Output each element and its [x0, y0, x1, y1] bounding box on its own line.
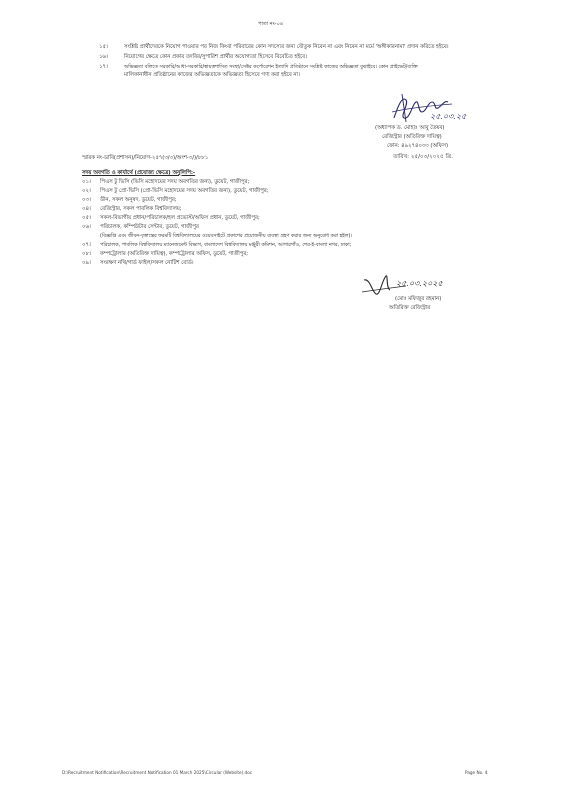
signatory-2-name: (মোঃ মফিজুর রহমান) — [395, 296, 442, 302]
item-15-number: ১৫। — [99, 44, 108, 50]
copy-09-text: সংরক্ষণ নথি/গার্ড ফাইল/সকল নোটিশ বোর্ড। — [100, 260, 194, 266]
copy-09-number: ০৯। — [82, 260, 91, 266]
copy-08-text: কম্পট্রোলার (অতিরিক্ত দায়িত্ব), কম্পট্রোলার অফিস, ডুয়েট, গাজীপুর; — [100, 251, 249, 257]
copy-04-number: ০৪। — [82, 206, 91, 212]
copy-02-number: ০২। — [82, 188, 91, 194]
copy-07-text: পরিচালক, পাবলিক বিশ্ববিদ্যালয় ম্যানেজমেন্ট বিভাগ, বাংলাদেশ বিশ্ববিদ্যালয় মঞ্জুরী কমিশন, আগারগাঁও, শের-ই-বাংলা নগর, ঢাকা; — [100, 242, 352, 248]
footer-file-path: D:\Recruitment Notification\Recruitment Notification 01 March 2025\Circular (Website).doc — [62, 770, 253, 775]
copy-04-text: রেজিস্ট্রার, সকল পাবলিক বিশ্ববিদ্যালয়; — [100, 206, 182, 212]
signature-1-date: ২৫.০৩.২৫ — [430, 112, 467, 121]
signatory-2-title: অতিরিক্ত রেজিস্ট্রার — [389, 305, 431, 311]
item-17-text-line1: অভিজ্ঞতা বলিতে সরকারি/আধা-সরকারি/স্বায়ত্তশাসিত সংস্থা/সেক্টর কর্পোরেশন ইত্যাদি প্রতিষ্ঠানে সংশ্লিষ্ট কাজের অভিজ্ঞতা বুঝাইবে। কোন প্রাইভেট/ব্যক্তি — [124, 64, 418, 70]
item-17-text-line2: মালিকানাধীন প্রতিষ্ঠানের কাজের অভিজ্ঞতাকে অভিজ্ঞতা হিসেবে গণ্য করা হইবে না। — [124, 72, 301, 78]
copy-03-number: ০৩। — [82, 197, 91, 203]
copy-07-number: ০৭। — [82, 242, 91, 248]
signatory-1-date: তারিখ: ২৫/০৩/২০২৫ খ্রি. — [393, 154, 454, 160]
memo-number: স্মারক নং-ডাবি(প্রশাসন)/নিয়োগ-২৫৭(৩/৩)/অংশ-৩/)/৮৮১ — [82, 155, 209, 161]
signature-2-date: ২৫.০৩.২০২৫ — [396, 279, 443, 288]
copy-05-number: ০৫। — [82, 215, 91, 221]
copy-02-text: পিএস টু প্রো-ভিসি (প্রো-ভিসি মহোদয়ের সদয় অবগতির জন্য), ডুয়েট, গাজীপুর; — [100, 188, 269, 194]
copy-heading: সদয় অবগতি ও কার্যার্থে (প্রযোজ্য ক্ষেত্রে) অনুলিপি:- — [82, 170, 196, 176]
copy-01-number: ০১। — [82, 179, 91, 185]
copy-05-text: সকল-বিভাগীয় প্রধান/পরিচালক/হল প্রভোস্ট/অফিস প্রধান, ডুয়েট, গাজীপুর; — [100, 215, 260, 221]
page-number-label: পাতা নং-০৪ — [258, 21, 284, 27]
signature-1 — [388, 88, 458, 128]
copy-03-text: ডীন, সকল অনুষদ, ডুয়েট, গাজীপুর; — [100, 197, 177, 203]
footer-page-number: Page No. 4 — [465, 770, 488, 775]
copy-08-number: ০৮। — [82, 251, 91, 257]
signatory-1-title: রেজিস্ট্রার (অতিরিক্ত দায়িত্ব) — [382, 134, 442, 140]
copy-06-number: ০৬। — [82, 224, 91, 230]
item-16-text: নিয়োগের ক্ষেত্রে কোন প্রকার তদবির/সুপারিশ প্রার্থীর অযোগ্যতা হিসেবে বিবেচিত হইবে। — [124, 54, 307, 60]
copy-06-text: পরিচালক, কম্পিউটার সেন্টার, ডুয়েট, গাজীপুর — [100, 224, 199, 230]
signatory-1-name: (অধ্যাপক ড. মোহাঃ আবু তৈয়ব) — [375, 125, 445, 131]
copy-06-note: (বিজ্ঞপ্তি এবং জীবন-বৃত্তান্তের ফরমটি বিশ্ববিদ্যালয়ের ওয়েবসাইটে প্রকাশের প্রয়োজনীয় ব্যবস্থা গ্রহণ করার জন্য অনুরোধ করা হইল)। — [100, 233, 353, 239]
item-17-number: ১৭। — [99, 64, 108, 70]
item-16-number: ১৬। — [99, 54, 108, 60]
copy-01-text: পিএস টু ভিসি (ভিসি মহোদয়ের সদয় অবগতির জন্য), ডুয়েট, গাজীপুর; — [100, 179, 250, 185]
signatory-1-phone: ফোন: ৪৯২৭৪০৩৩ (অফিস) — [387, 143, 449, 149]
item-15-text: সংশ্লিষ্ট প্রার্থীদেরকে নিয়োগ পাওয়ার পর নিজ কিংবা পরিবারের কোন সদস্যের জন্য যৌতুক নিবেন না এবং নিবেন না মর্মে 'অঙ্গীকারনামা' প্রদান করিতে হইবে। — [124, 44, 449, 50]
